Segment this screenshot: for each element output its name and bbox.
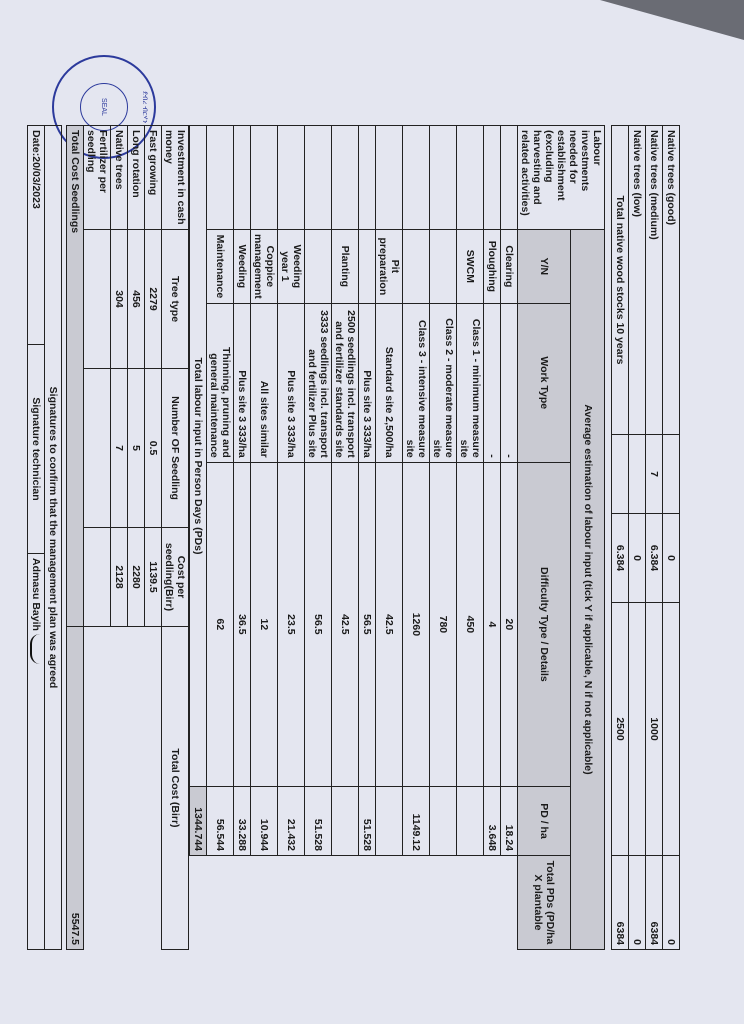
total-pds-cell <box>376 787 403 856</box>
difficulty-cell: Plus site 3 333/ha <box>234 303 251 462</box>
cash-total-label: Total Cost Seedlings <box>67 126 84 627</box>
stocks-row <box>646 126 663 950</box>
total-pds-cell: 51.528 <box>305 787 332 856</box>
difficulty-cell: Plus site 3 333/ha <box>359 303 376 462</box>
tree-type-cell: Fertilizer per seedling <box>84 126 111 230</box>
pd-ha-cell: 62 <box>207 462 234 786</box>
work-type-cell: Pit preparation <box>376 230 403 304</box>
cash-row <box>84 126 111 950</box>
col-cost-per-seedling: Cost per seedling(Birr) <box>162 528 189 627</box>
col-total-pds: Total PDs (PD/ha X plantable <box>518 856 571 950</box>
stocks-row <box>663 126 680 950</box>
labour-row <box>207 126 234 950</box>
labour-row <box>457 126 484 950</box>
signature-tech-label: Signature technician <box>28 345 45 554</box>
stocks-label: Total native wood stocks 10 years <box>612 126 629 435</box>
seedling-count-cell: 456 <box>128 230 145 369</box>
rotated-document <box>30 125 680 950</box>
pd-ha-cell: 4 <box>484 462 501 786</box>
yn-cell[interactable] <box>234 126 251 230</box>
pd-ha-cell: 56.5 <box>305 462 332 786</box>
stocks-pd: 7 <box>646 435 663 514</box>
total-pds-cell <box>457 787 484 856</box>
labour-heading: Average estimation of labour input (tick Y if applicable, N if not applicable) <box>571 230 605 950</box>
tree-type-cell: Native trees <box>111 126 128 230</box>
labour-section-label: Labour investments needed for establishment (excluding harvesting and related activities) <box>518 126 605 230</box>
labour-row <box>332 126 359 950</box>
labour-total-value: 1344.744 <box>190 787 207 856</box>
total-pds-cell: 18.24 <box>501 787 518 856</box>
stocks-label: Native trees (low) <box>629 126 646 435</box>
pd-ha-cell: 42.5 <box>376 462 403 786</box>
col-work-type: Work Type <box>518 303 571 462</box>
labour-row <box>501 126 518 950</box>
page-fold <box>600 0 744 40</box>
labour-row <box>359 126 376 950</box>
labour-row <box>484 126 501 950</box>
stocks-row <box>629 126 646 950</box>
work-type-cell: Weeding <box>234 230 251 304</box>
yn-cell[interactable] <box>305 126 332 230</box>
stocks-label: Native trees (good) <box>663 126 680 435</box>
labour-row <box>305 126 332 950</box>
total-cost-cell <box>84 528 111 627</box>
cash-row <box>128 126 145 950</box>
work-type-cell: Coppice management <box>251 230 278 304</box>
pd-ha-cell: 1260 <box>403 462 430 786</box>
col-total-cost: Total Cost (Birr) <box>162 627 189 950</box>
yn-cell[interactable] <box>207 126 234 230</box>
difficulty-cell: Class 1 - minimum measure site <box>457 303 484 462</box>
pd-ha-cell: 450 <box>457 462 484 786</box>
stocks-value2: 2500 <box>612 603 629 856</box>
tree-type-cell: Long rotation <box>128 126 145 230</box>
stocks-pd <box>663 435 680 514</box>
labour-row <box>278 126 305 950</box>
pd-ha-cell: 36.5 <box>234 462 251 786</box>
stocks-pd <box>629 435 646 514</box>
cash-total-value: 5547.5 <box>67 627 84 950</box>
work-type-cell <box>430 230 457 304</box>
work-type-cell <box>403 230 430 304</box>
yn-cell[interactable] <box>430 126 457 230</box>
stocks-value: 6.384 <box>612 514 629 603</box>
signature-tech-name: Admasu Bayih <box>30 558 43 631</box>
total-pds-cell: 51.528 <box>359 787 376 856</box>
cash-row <box>145 126 162 950</box>
col-pd-ha: PD / ha <box>518 787 571 856</box>
work-type-cell: Weeding year 1 <box>278 230 305 304</box>
difficulty-cell: 3333 seedlings incl. transport and fertilizer Plus site <box>305 303 332 462</box>
total-pds-cell <box>332 787 359 856</box>
col-number-seedling: Number OF Seedling <box>162 369 189 528</box>
stocks-total: 6384 <box>612 856 629 950</box>
cost-per-seedling-cell: 5 <box>128 369 145 528</box>
seedling-count-cell: 304 <box>111 230 128 369</box>
stocks-value: 6.384 <box>646 514 663 603</box>
pd-ha-cell: 23.5 <box>278 462 305 786</box>
stocks-value: 0 <box>629 514 646 603</box>
pd-ha-cell: 20 <box>501 462 518 786</box>
work-type-cell: SWCM <box>457 230 484 304</box>
total-pds-cell: 10.944 <box>251 787 278 856</box>
work-type-cell: Maintenance <box>207 230 234 304</box>
difficulty-cell: Plus site 3 333/ha <box>278 303 305 462</box>
stocks-total: 0 <box>629 856 646 950</box>
labour-row <box>376 126 403 950</box>
cost-per-seedling-cell <box>84 369 111 528</box>
yn-cell[interactable] <box>376 126 403 230</box>
difficulty-cell: All sites similar <box>251 303 278 462</box>
labour-row <box>430 126 457 950</box>
difficulty-cell: - <box>484 303 501 462</box>
yn-cell[interactable] <box>501 126 518 230</box>
total-cost-cell: 2280 <box>128 528 145 627</box>
stocks-value2 <box>663 603 680 856</box>
stocks-value2: 1000 <box>646 603 663 856</box>
tree-type-cell: Fast growing <box>145 126 162 230</box>
total-pds-cell <box>430 787 457 856</box>
seedling-count-cell: 2279 <box>145 230 162 369</box>
stocks-label: Native trees (medium) <box>646 126 663 435</box>
yn-cell[interactable] <box>484 126 501 230</box>
total-pds-cell: 56.544 <box>207 787 234 856</box>
total-cost-cell: 1139.5 <box>145 528 162 627</box>
total-pds-cell: 33.288 <box>234 787 251 856</box>
handwritten-signature <box>30 634 42 664</box>
col-tree-type: Tree type <box>162 230 189 369</box>
labour-row <box>251 126 278 950</box>
total-pds-cell: 1149.12 <box>403 787 430 856</box>
signature-table <box>27 125 62 950</box>
stocks-value: 0 <box>663 514 680 603</box>
cash-section-label: Investment in cash money <box>162 126 189 230</box>
cost-per-seedling-cell: 0.5 <box>145 369 162 528</box>
yn-cell[interactable] <box>457 126 484 230</box>
col-yn: Y/N <box>518 230 571 304</box>
pd-ha-cell: 12 <box>251 462 278 786</box>
stocks-pd <box>612 435 629 514</box>
work-type-cell <box>305 230 332 304</box>
stocks-row <box>612 126 629 950</box>
labour-total-label: Total labour input in Person Days (PDs) <box>190 126 207 787</box>
work-type-cell: Ploughing <box>484 230 501 304</box>
cost-per-seedling-cell: 7 <box>111 369 128 528</box>
work-type-cell: Planting <box>332 230 359 304</box>
pd-ha-cell: 780 <box>430 462 457 786</box>
yn-cell[interactable] <box>278 126 305 230</box>
cash-table <box>66 125 189 950</box>
pd-ha-cell: 42.5 <box>332 462 359 786</box>
total-cost-cell: 2128 <box>111 528 128 627</box>
work-type-cell <box>359 230 376 304</box>
total-pds-cell: 3.648 <box>484 787 501 856</box>
difficulty-cell: Class 2 - moderate measure site <box>430 303 457 462</box>
pd-ha-cell: 56.5 <box>359 462 376 786</box>
difficulty-cell: Class 3 - intensive measure site <box>403 303 430 462</box>
signature-date: Date:20/03/2023 <box>28 126 45 345</box>
signature-heading: Signatures to confirm that the management plan was agreed <box>45 126 62 950</box>
stocks-total: 6384 <box>646 856 663 950</box>
stamp-center: SEAL <box>80 83 128 131</box>
stamp-ring-text: ደብረ ብርሃን <box>141 90 148 124</box>
yn-cell[interactable] <box>332 126 359 230</box>
yn-cell[interactable] <box>403 126 430 230</box>
cash-row <box>111 126 128 950</box>
labour-row <box>234 126 251 950</box>
difficulty-cell: Thinning, pruning and general maintenance <box>207 303 234 462</box>
col-difficulty: Difficulty Type / Details <box>518 462 571 786</box>
total-pds-cell: 21.432 <box>278 787 305 856</box>
labour-table <box>189 125 605 950</box>
difficulty-cell: 2500 seedlings incl. transport and fertilizer standards site <box>332 303 359 462</box>
difficulty-cell: - <box>501 303 518 462</box>
labour-row <box>403 126 430 950</box>
work-type-cell: Clearing <box>501 230 518 304</box>
yn-cell[interactable] <box>359 126 376 230</box>
yn-cell[interactable] <box>251 126 278 230</box>
difficulty-cell: Standard site 2,500/ha <box>376 303 403 462</box>
stocks-total: 0 <box>663 856 680 950</box>
native-stocks-table <box>611 125 680 950</box>
seedling-count-cell <box>84 230 111 369</box>
stocks-value2 <box>629 603 646 856</box>
